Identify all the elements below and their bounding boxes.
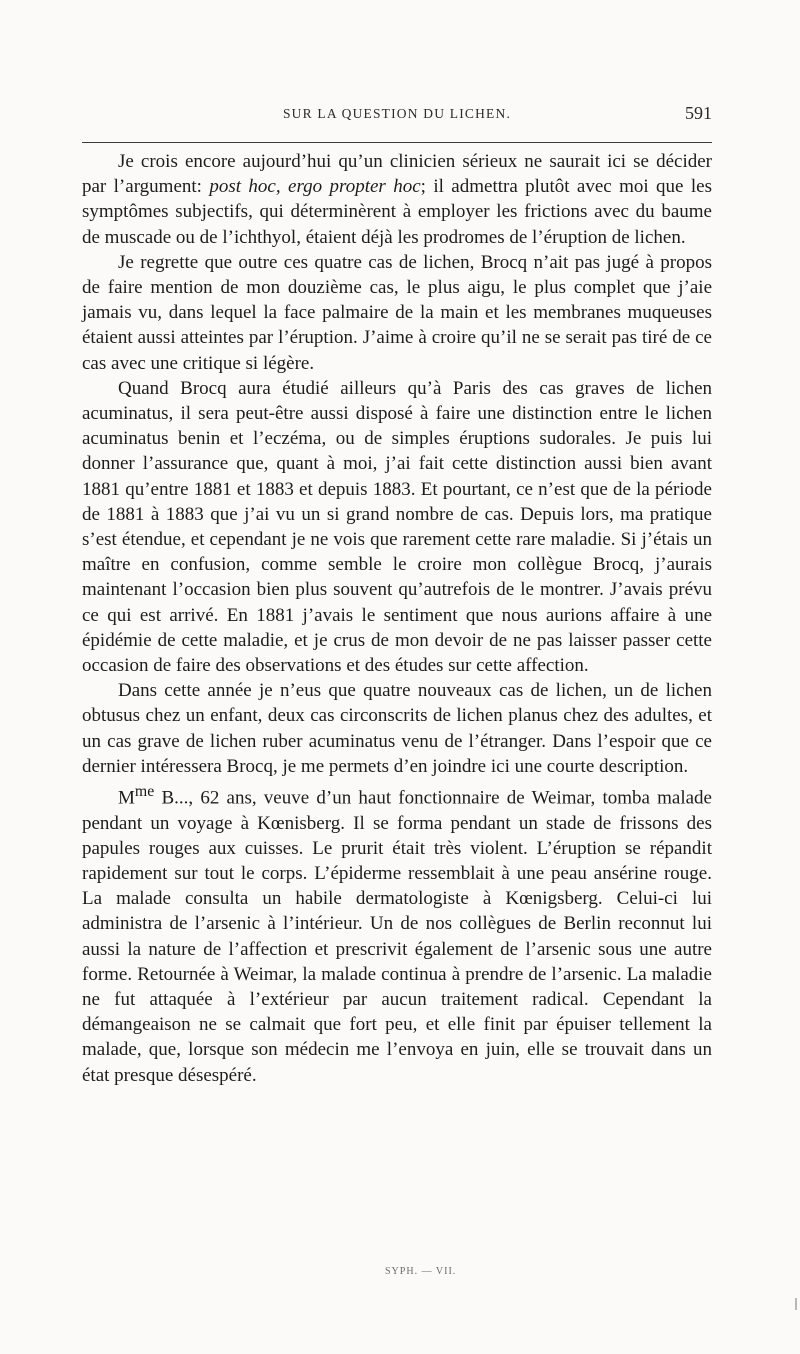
page-edge-mark — [795, 1298, 797, 1310]
paragraph-1-rest: ; il admettra plutôt avec moi que les symptômes subjectifs, qui déterminèrent à employer les frictions avec du baume de muscade ou de l’ichthyol, étaient déjà les prodromes de l’éruption de lichen. — [82, 176, 712, 248]
header-rule — [82, 142, 712, 143]
paragraph-1-start: Je crois encore aujourd’hui qu’un clinicien sérieux ne saurait ici se décider par l’argument: — [82, 151, 712, 198]
page-number: 591 — [685, 103, 712, 123]
title-abbrev: M — [118, 787, 135, 809]
running-head — [82, 103, 712, 130]
paragraph-5-rest: B..., 62 ans, veuve d’un haut fonctionnaire de Weimar, tomba malade pendant un voyage à Kœnisberg. Il se forma pendant un stade de frissons des papules rouges aux cuisses. Le prurit était très violent. L’éruption se répandit rapidement sur tout le corps. L’épiderme ressemblait à une peau ansérine rouge. La malade consulta un habile dermatologiste à Kœnigsberg. Celui-ci lui administra de l’arsenic à l’intérieur. Un de nos collègues de Berlin reconnut lui aussi la nature de l’affection et prescrivit également de l’arsenic sous une autre forme. Retournée à Weimar, la malade continua à prendre de l’arsenic. La maladie ne fut attaquée à l’extérieur par aucun traitement radical. Cependant la démangeaison ne se calmait que fort peu, et elle finit par épuiser tellement la malade, que, lorsque son médecin me l’envoya en juin, elle se trouvait dans un état presque désespéré. — [82, 787, 712, 1086]
paragraph-5 — [82, 779, 712, 1088]
title-abbrev-superscript: me — [134, 783, 155, 801]
paragraph-2: Je regrette que outre ces quatre cas de lichen, Brocq n’ait pas jugé à propos de faire mention de mon douzième cas, le plus aigu, le plus complet que j’aie jamais vu, dans lequel la face palmaire de la main et les membranes muqueuses étaient aussi atteintes par l’éruption. J’aime à croire qu’il ne se serait pas tiré de ce cas avec une critique si légère. — [82, 251, 712, 374]
paragraph-1 — [82, 149, 712, 250]
signature-mark: SYPH. — VII. — [385, 1266, 457, 1277]
latin-phrase: post hoc, ergo propter hoc — [209, 176, 421, 198]
paragraph-4: Dans cette année je n’eus que quatre nouveaux cas de lichen, un de lichen obtusus chez un enfant, deux cas circonscrits de lichen planus chez des adultes, et un cas grave de lichen ruber acuminatus venu de l’étranger. Dans l’espoir que ce dernier intéressera Brocq, je me permets d’en joindre ici une courte description. — [82, 680, 712, 777]
running-title: SUR LA QUESTION DU LICHEN. — [282, 106, 512, 121]
paragraph-3: Quand Brocq aura étudié ailleurs qu’à Paris des cas graves de lichen acuminatus, il sera peut-être aussi disposé à faire une distinction entre le lichen acuminatus benin et l’eczéma, ou de simples éruptions sudorales. Je puis lui donner l’assurance que, quant à moi, j’ai fait cette distinction aussi bien avant 1881 qu’entre 1881 et 1883 et depuis 1883. Et pourtant, ce n’est que de la période de 1881 à 1883 que j’ai vu un si grand nombre de cas. Depuis lors, ma pratique s’est étendue, et cependant je ne vois que rarement cette rare maladie. Si j’étais un maître en confusion, comme semble le croire mon collègue Brocq, j’aurais maintenant l’occasion bien plus souvent qu’autrefois de le montrer. J’avais prévu ce qui est arrivé. En 1881 j’avais le sentiment que nous aurions affaire à une épidémie de cette maladie, et je crus de mon devoir de ne pas laisser passer cette occasion de faire des observations et des études sur cette affection. — [82, 377, 712, 677]
body-text — [82, 149, 712, 1088]
